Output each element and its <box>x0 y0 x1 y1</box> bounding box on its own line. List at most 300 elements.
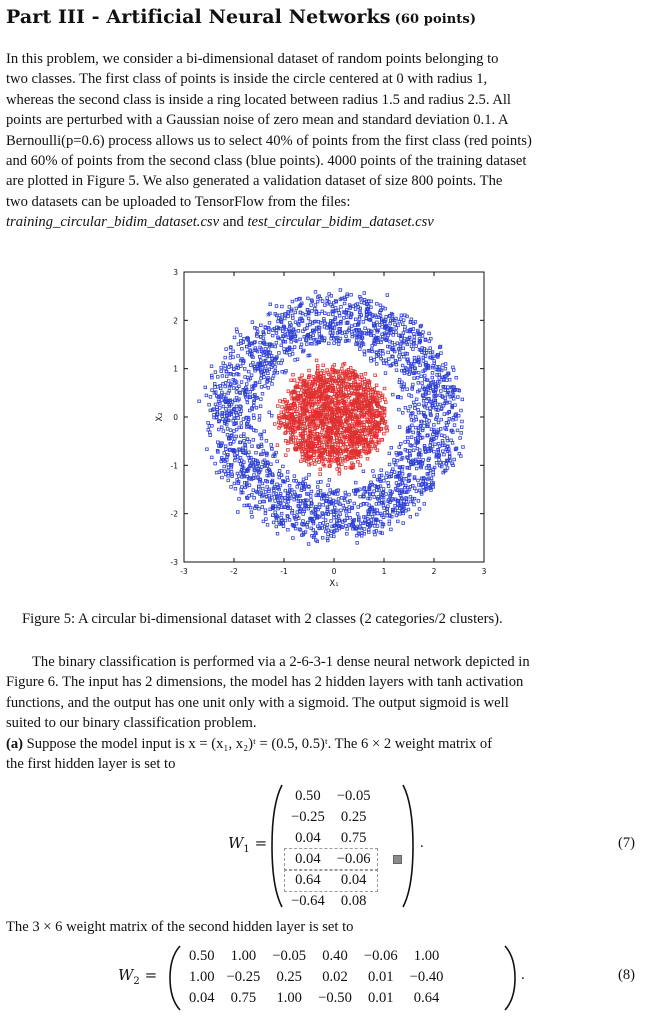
data-point <box>292 537 295 540</box>
data-point <box>251 494 254 497</box>
data-point <box>435 388 438 391</box>
data-point <box>390 446 393 449</box>
data-point <box>375 503 378 506</box>
data-point <box>271 448 274 451</box>
data-point <box>447 421 450 424</box>
data-point <box>249 396 252 399</box>
data-point <box>457 414 460 417</box>
data-point <box>365 317 368 320</box>
data-point <box>366 411 369 414</box>
data-point <box>269 471 272 474</box>
data-point <box>326 369 329 372</box>
data-point <box>387 345 390 348</box>
data-point <box>295 416 298 419</box>
data-point <box>448 417 451 420</box>
data-point <box>341 332 344 335</box>
data-point <box>385 316 388 319</box>
data-point <box>244 447 247 450</box>
data-point <box>227 479 230 482</box>
data-point <box>299 338 302 341</box>
data-point <box>279 425 282 428</box>
data-point <box>284 439 287 442</box>
data-point <box>344 298 347 301</box>
data-point <box>296 486 299 489</box>
data-point <box>238 385 241 388</box>
data-point <box>250 511 253 514</box>
data-point <box>420 411 423 414</box>
w1-row <box>285 849 377 870</box>
data-point <box>363 353 366 356</box>
data-point <box>407 440 410 443</box>
data-point <box>218 420 221 423</box>
data-point <box>288 519 291 522</box>
data-point <box>364 381 367 384</box>
data-point <box>401 323 404 326</box>
data-point <box>259 469 262 472</box>
data-point <box>330 511 333 514</box>
data-point <box>321 498 324 501</box>
data-point <box>230 365 233 368</box>
data-point <box>389 322 392 325</box>
data-point <box>445 379 448 382</box>
data-point <box>314 291 317 294</box>
data-point <box>321 300 324 303</box>
data-point <box>409 321 412 324</box>
data-point <box>454 404 457 407</box>
data-point <box>223 465 226 468</box>
body-line: The binary classification is performed via a 2-6-3-1 dense neural network depicted in <box>32 654 530 670</box>
data-point <box>359 348 362 351</box>
data-point <box>406 388 409 391</box>
data-point <box>287 390 290 393</box>
data-point <box>316 367 319 370</box>
data-point <box>253 366 256 369</box>
question-a-text: Suppose the model input is x = (x₁, x₂)ᵗ = (0.5, 0.5)ᵗ. The 6 × 2 weight matrix of <box>23 735 493 752</box>
data-point <box>385 362 388 365</box>
data-point <box>393 461 396 464</box>
data-point <box>401 412 404 415</box>
matrix-cell: 0.04 <box>295 851 321 867</box>
data-point <box>327 513 330 516</box>
data-point <box>362 496 365 499</box>
matrix-cell: −0.50 <box>318 990 352 1006</box>
data-point <box>275 519 278 522</box>
data-point <box>307 543 310 546</box>
data-point <box>264 491 267 494</box>
data-point <box>412 383 415 386</box>
data-point <box>396 459 399 462</box>
data-point <box>286 476 289 479</box>
data-point <box>447 386 450 389</box>
data-point <box>220 370 223 373</box>
data-point <box>263 376 266 379</box>
data-point <box>438 373 441 376</box>
data-point <box>253 417 256 420</box>
data-point <box>363 378 366 381</box>
data-point <box>236 456 239 459</box>
w2-symbol: W <box>118 966 134 984</box>
data-point <box>386 330 389 333</box>
data-point <box>379 520 382 523</box>
data-point <box>436 414 439 417</box>
data-point <box>290 379 293 382</box>
data-point <box>326 537 329 540</box>
data-point <box>224 367 227 370</box>
data-point <box>278 473 281 476</box>
data-point <box>343 380 346 383</box>
data-point <box>364 373 367 376</box>
data-point <box>253 497 256 500</box>
data-point <box>322 522 325 525</box>
data-point <box>307 507 310 510</box>
data-point <box>225 348 228 351</box>
data-point <box>446 393 449 396</box>
resize-handle[interactable] <box>393 855 402 864</box>
data-point <box>338 340 341 343</box>
data-point <box>418 489 421 492</box>
data-point <box>251 516 254 519</box>
data-point <box>455 376 458 379</box>
data-point <box>420 375 423 378</box>
data-point <box>362 503 365 506</box>
data-point <box>318 405 321 408</box>
data-point <box>269 303 272 306</box>
data-point <box>383 411 386 414</box>
data-point <box>421 382 424 385</box>
eq8-number: (8) <box>618 967 636 983</box>
data-point <box>402 332 405 335</box>
y-tick-label: -1 <box>170 461 178 471</box>
w1-row <box>285 870 377 891</box>
data-point <box>437 421 440 424</box>
data-point <box>416 376 419 379</box>
data-point <box>345 370 348 373</box>
data-point <box>386 507 389 510</box>
data-point <box>222 362 225 365</box>
data-point <box>258 419 261 422</box>
data-point <box>400 452 403 455</box>
data-point <box>232 419 235 422</box>
data-point <box>431 376 434 379</box>
data-point <box>367 300 370 303</box>
data-point <box>280 318 283 321</box>
data-point <box>460 409 463 412</box>
data-point <box>313 459 316 462</box>
x-tick-label: 3 <box>481 567 487 576</box>
data-point <box>395 514 398 517</box>
data-point <box>225 371 228 374</box>
question-a-line <box>6 734 644 754</box>
data-point <box>257 472 260 475</box>
data-point <box>330 520 333 523</box>
data-point <box>376 512 379 515</box>
data-point <box>206 448 209 451</box>
data-point <box>375 430 378 433</box>
data-point <box>339 337 342 340</box>
matrix-cell: 1.00 <box>413 948 440 964</box>
data-point <box>363 302 366 305</box>
intro-paragraph <box>6 49 644 233</box>
data-point <box>261 506 264 509</box>
data-point <box>283 348 286 351</box>
data-point <box>366 457 369 460</box>
data-point <box>233 368 236 371</box>
matrix-cell: −0.06 <box>363 948 398 964</box>
data-point <box>286 471 289 474</box>
data-point <box>328 342 331 345</box>
data-point <box>406 456 409 459</box>
data-point <box>255 333 258 336</box>
data-point <box>267 377 270 380</box>
data-point <box>270 366 273 369</box>
data-point <box>260 398 263 401</box>
data-point <box>259 341 262 344</box>
data-point <box>311 428 314 431</box>
data-point <box>233 407 236 410</box>
data-point <box>354 318 357 321</box>
data-point <box>368 449 371 452</box>
matrix-cell: −0.40 <box>409 969 444 985</box>
data-point <box>383 362 386 365</box>
data-point <box>207 429 210 432</box>
data-point <box>381 333 384 336</box>
data-point <box>308 369 311 372</box>
data-point <box>428 332 431 335</box>
data-point <box>402 512 405 515</box>
data-point <box>301 320 304 323</box>
data-point <box>400 318 403 321</box>
data-point <box>368 384 371 387</box>
data-point <box>348 524 351 527</box>
data-point <box>368 529 371 532</box>
data-point <box>319 468 322 471</box>
data-point <box>309 410 312 413</box>
data-point <box>399 443 402 446</box>
data-point <box>404 406 407 409</box>
data-point <box>324 428 327 431</box>
data-point <box>217 386 220 389</box>
w1-symbol: W <box>228 834 244 852</box>
data-point <box>280 411 283 414</box>
data-point <box>268 355 271 358</box>
data-point <box>293 515 296 518</box>
data-point <box>315 494 318 497</box>
data-point <box>415 398 418 401</box>
question-a-label: (a) <box>6 735 24 752</box>
data-point <box>460 426 463 429</box>
data-point <box>299 411 302 414</box>
data-point <box>239 413 242 416</box>
body-paragraph <box>6 652 644 774</box>
data-point <box>223 393 226 396</box>
data-point <box>425 349 428 352</box>
data-point <box>412 348 415 351</box>
data-point <box>397 520 400 523</box>
data-point <box>330 337 333 340</box>
data-point <box>385 493 388 496</box>
data-point <box>255 451 258 454</box>
data-point <box>401 473 404 476</box>
scatter-plot <box>148 268 493 593</box>
data-point <box>346 533 349 536</box>
data-point <box>299 510 302 513</box>
data-point <box>272 493 275 496</box>
data-point <box>290 438 293 441</box>
data-point <box>361 432 364 435</box>
x-tick-label: 1 <box>381 567 387 576</box>
data-point <box>435 406 438 409</box>
data-point <box>243 368 246 371</box>
data-point <box>410 395 413 398</box>
data-point <box>258 415 261 418</box>
data-point <box>325 512 328 515</box>
y-axis-label: X₂ <box>155 412 165 422</box>
data-point <box>319 494 322 497</box>
intro-line: and 60% of points from the second class (blue points). 4000 points of the training dataset <box>6 153 527 170</box>
data-point <box>274 500 277 503</box>
data-point <box>301 440 304 443</box>
matrix-cell: 0.64 <box>295 872 321 888</box>
data-point <box>243 504 246 507</box>
x-tick-label: 0 <box>331 567 337 576</box>
data-point <box>261 393 264 396</box>
data-point <box>319 522 322 525</box>
data-point <box>357 306 360 309</box>
data-point <box>267 331 270 334</box>
data-point <box>271 514 274 517</box>
data-point <box>227 472 230 475</box>
data-point <box>367 392 370 395</box>
data-point <box>322 504 325 507</box>
data-point <box>275 305 278 308</box>
data-point <box>261 466 264 469</box>
data-point <box>387 351 390 354</box>
data-point <box>312 529 315 532</box>
data-point <box>346 528 349 531</box>
data-point <box>277 320 280 323</box>
data-point <box>310 333 313 336</box>
data-point <box>403 383 406 386</box>
body-line: suited to our binary classification problem. <box>6 715 257 732</box>
data-point <box>332 424 335 427</box>
matrix-cell: 1.00 <box>276 990 302 1006</box>
data-point <box>217 400 220 403</box>
data-point <box>343 302 346 305</box>
data-point <box>272 455 275 458</box>
data-point <box>386 429 389 432</box>
data-point <box>265 352 268 355</box>
data-point <box>338 465 341 468</box>
data-point <box>330 295 333 298</box>
data-point <box>288 354 291 357</box>
data-point <box>431 351 434 354</box>
data-point <box>287 515 290 518</box>
data-point <box>278 470 281 473</box>
data-point <box>403 491 406 494</box>
data-point <box>333 327 336 330</box>
data-point <box>331 305 334 308</box>
data-point <box>281 314 284 317</box>
data-point <box>294 311 297 314</box>
data-point <box>366 518 369 521</box>
data-point <box>381 439 384 442</box>
data-point <box>301 374 304 377</box>
data-point <box>240 435 243 438</box>
data-point <box>339 437 342 440</box>
w2-row <box>183 988 449 1009</box>
data-point <box>286 420 289 423</box>
data-point <box>245 345 248 348</box>
data-point <box>280 506 283 509</box>
data-point <box>413 333 416 336</box>
data-point <box>306 324 309 327</box>
data-point <box>404 441 407 444</box>
data-point <box>236 452 239 455</box>
w2-row <box>183 967 449 988</box>
data-point <box>250 462 253 465</box>
data-point <box>287 336 290 339</box>
data-point <box>376 396 379 399</box>
data-point <box>363 528 366 531</box>
data-point <box>270 463 273 466</box>
data-point <box>318 330 321 333</box>
data-point <box>244 443 247 446</box>
data-point <box>322 364 325 367</box>
w1-equals: = <box>249 834 268 852</box>
data-point <box>268 488 271 491</box>
data-point <box>339 513 342 516</box>
data-point <box>400 314 403 317</box>
data-point <box>324 394 327 397</box>
data-point <box>209 396 212 399</box>
data-point <box>363 350 366 353</box>
data-point <box>453 458 456 461</box>
data-point <box>440 352 443 355</box>
data-point <box>249 364 252 367</box>
w2-equals: = <box>139 966 158 984</box>
data-point <box>336 520 339 523</box>
data-point <box>356 542 359 545</box>
data-point <box>428 467 431 470</box>
data-point <box>288 484 291 487</box>
data-point <box>293 346 296 349</box>
data-point <box>253 341 256 344</box>
data-point <box>287 315 290 318</box>
data-point <box>381 525 384 528</box>
data-point <box>417 411 420 414</box>
data-point <box>276 532 279 535</box>
data-point <box>438 377 441 380</box>
data-point <box>334 443 337 446</box>
data-point <box>235 391 238 394</box>
data-point <box>216 406 219 409</box>
data-point <box>384 372 387 375</box>
data-point <box>280 344 283 347</box>
data-point <box>198 400 201 403</box>
data-point <box>214 371 217 374</box>
data-point <box>246 401 249 404</box>
data-point <box>292 373 295 376</box>
data-point <box>236 472 239 475</box>
data-point <box>444 397 447 400</box>
matrix-cell: 0.50 <box>295 788 321 804</box>
y-tick-label: -2 <box>170 509 178 519</box>
data-point <box>333 535 336 538</box>
w2-label <box>118 966 157 987</box>
data-point <box>395 452 398 455</box>
data-point <box>337 498 340 501</box>
w2-row <box>183 946 449 967</box>
